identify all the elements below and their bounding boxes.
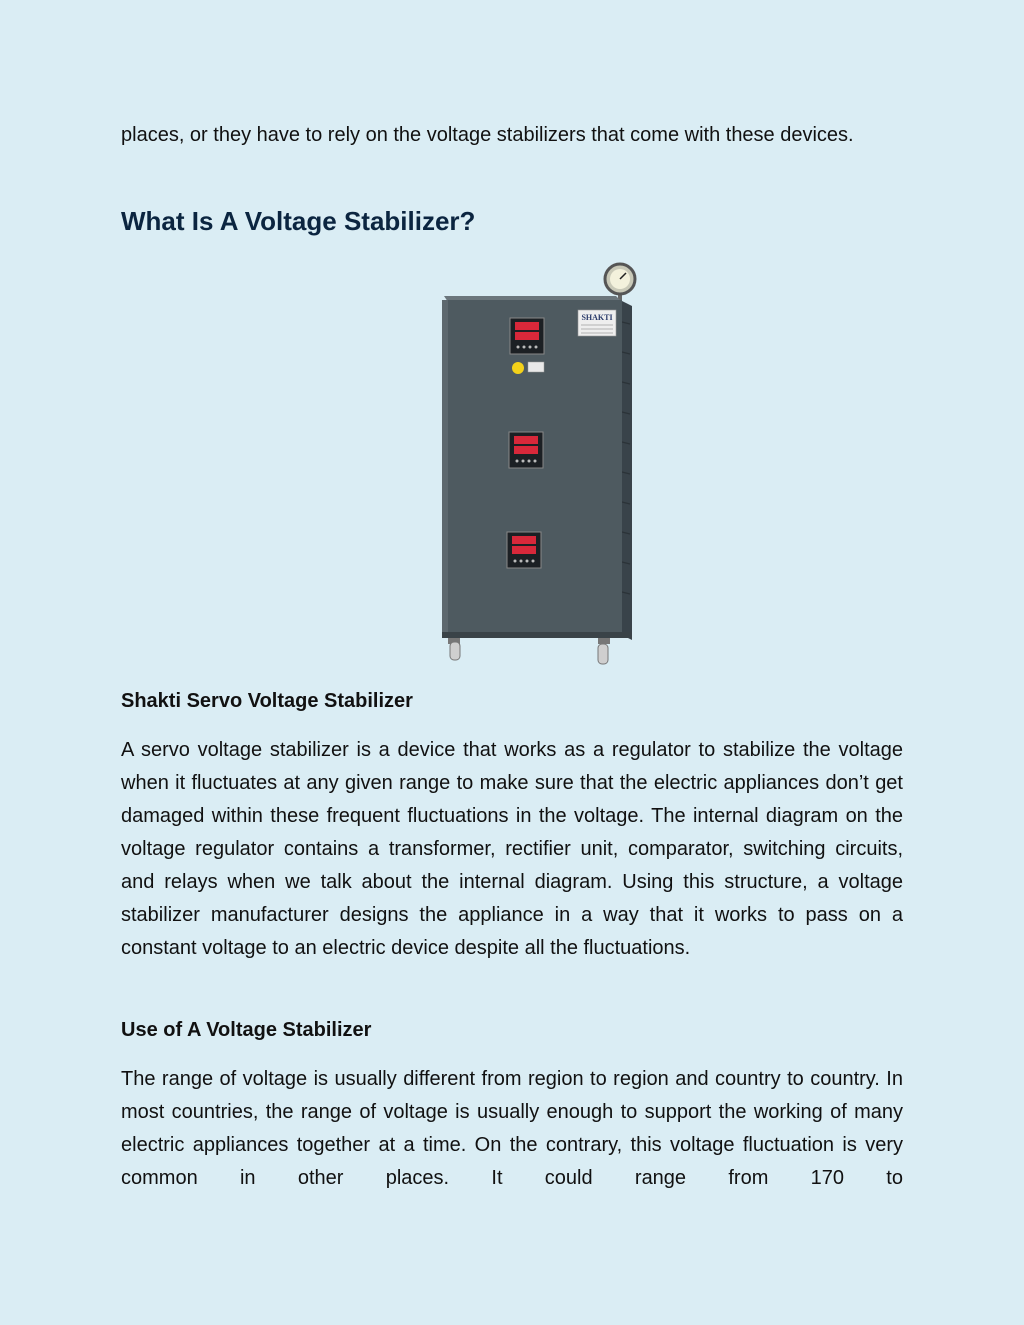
intro-paragraph: places, or they have to rely on the voltage stabilizers that come with these devices.	[121, 124, 854, 146]
section-heading: What Is A Voltage Stabilizer?	[121, 206, 476, 236]
caption-block	[121, 687, 903, 715]
stabilizer-illustration	[430, 262, 640, 668]
intro-block	[121, 119, 903, 152]
paragraph-2-block	[121, 1063, 903, 1195]
meter-3	[507, 532, 541, 568]
section-2-heading: Use of A Voltage Stabilizer	[121, 1019, 372, 1041]
paragraph-1-block	[121, 734, 903, 965]
meter-1	[510, 318, 544, 354]
heading-block	[121, 205, 903, 237]
indicator-lamp-icon	[512, 362, 524, 374]
brand-label: SHAKTI	[581, 313, 613, 322]
paragraph-2: The range of voltage is usually different from region to region and country to country. In most countries, the range of voltage is usually enough to support the working of many electric appliances together at a time. On the contrary, this voltage fluctuation is very common in other places. It could range from 170 to	[121, 1068, 903, 1189]
image-caption: Shakti Servo Voltage Stabilizer	[121, 690, 413, 712]
paragraph-1: A servo voltage stabilizer is a device that works as a regulator to stabilize the voltage when it fluctuates at any given range to make sure that the electric appliances don’t get damaged within these frequent fluctuations in the voltage. The internal diagram on the voltage regulator contains a transformer, rectifier unit, comparator, switching circuits, and relays when we talk about the internal diagram. Using this structure, a voltage stabilizer manufacturer designs the appliance in a way that it works to pass on a constant voltage to an electric device despite all the fluctuations.	[121, 739, 903, 959]
section-2-heading-block	[121, 1016, 903, 1044]
stabilizer-image	[430, 262, 640, 668]
meter-2	[509, 432, 543, 468]
